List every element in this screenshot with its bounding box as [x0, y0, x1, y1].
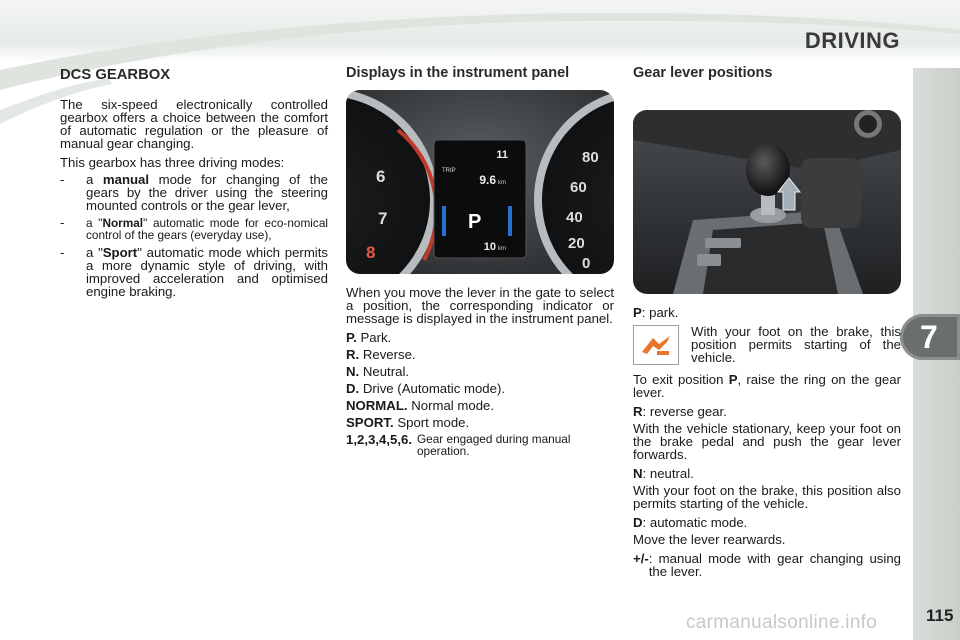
- display-def-sport: SPORT. Sport mode.: [346, 415, 470, 430]
- speed-label-80: 80: [582, 149, 599, 166]
- trip-distance-unit: km: [498, 180, 506, 186]
- gear-lever-image: [633, 110, 901, 294]
- instrument-cluster-image: [346, 90, 614, 274]
- lever-p-line: P: park.: [633, 305, 679, 320]
- mode-item-normal: - a "Normal" automatic mode for eco-nomical control of the gears (everyday use),: [60, 215, 328, 242]
- lever-d-line: D: automatic mode.: [633, 515, 748, 530]
- range-readout: 10: [483, 241, 496, 253]
- dcs-gearbox-title: DCS GEARBOX: [60, 67, 171, 83]
- display-def-gears: 1,2,3,4,5,6. Gear engaged during manual operation.: [346, 432, 571, 458]
- lever-manual-line: +/- : manual mode with gear changing using the lever.: [633, 551, 901, 579]
- tach-label-6: 6: [376, 167, 386, 186]
- lever-p-note: With your foot on the brake, this position permits starting of the vehicle.: [633, 325, 901, 365]
- mode-item-sport: - a "Sport" automatic mode which permits a more dynamic style of driving, with improved acceleration and optimised engine braking.: [60, 245, 328, 299]
- trip-distance: 9.6: [479, 173, 496, 187]
- lever-d-note: Move the lever rearwards.: [633, 532, 786, 547]
- range-unit: km: [498, 246, 506, 252]
- display-def-n: N. Neutral.: [346, 364, 410, 379]
- tach-label-7: 7: [378, 209, 388, 228]
- display-def-p: P. Park.: [346, 330, 392, 345]
- mode-item-manual: - a manual mode for changing of the gears by the driver using the steering mounted controls or the gear lever,: [60, 172, 329, 213]
- page-number: 115: [926, 606, 954, 625]
- tach-label-8: 8: [366, 243, 376, 262]
- lever-r-note: With the vehicle stationary, keep your foot on the brake pedal and push the gear lever forwards.: [633, 421, 901, 462]
- foot-on-brake-icon: [633, 325, 679, 365]
- lever-n-note: With your foot on the brake, this position also permits starting of the vehicle.: [633, 483, 901, 511]
- chapter-number: 7: [920, 319, 938, 355]
- instrument-panel-title: Displays in the instrument panel: [346, 65, 570, 81]
- instrument-panel-column: [346, 66, 614, 461]
- dcs-gearbox-column: [60, 66, 328, 303]
- gear-indicator: P: [468, 211, 482, 233]
- mode-normal-label: Normal: [102, 216, 144, 230]
- modes-intro: This gearbox has three driving modes:: [60, 155, 285, 170]
- gear-lever-column: [633, 66, 901, 578]
- speed-label-40: 40: [566, 209, 583, 226]
- display-def-r: R. Reverse.: [346, 347, 416, 362]
- speed-label-60: 60: [570, 179, 587, 196]
- trip-label: TRIP: [442, 168, 456, 174]
- speed-label-20: 20: [568, 235, 585, 252]
- watermark: carmanualsonline.info: [686, 612, 878, 633]
- display-def-d: D. Drive (Automatic mode).: [346, 381, 506, 396]
- lever-r-line: R: reverse gear.: [633, 404, 727, 419]
- display-def-normal: NORMAL. Normal mode.: [346, 398, 495, 413]
- mode-sport-label: Sport: [102, 245, 138, 260]
- display-intro: When you move the lever in the gate to select a position, the corresponding indicator or message is displayed in the instrument panel.: [346, 285, 614, 326]
- chapter-tab[interactable]: [900, 314, 960, 360]
- speed-label-0: 0: [582, 255, 591, 272]
- mode-manual-label: manual: [102, 172, 150, 187]
- lever-n-line: N: neutral.: [633, 466, 694, 481]
- dcs-intro: The six-speed electronically controlled gearbox offers a choice between the comfort of automatic regulation or the pleasure of manual gear changing.: [60, 97, 328, 151]
- temp-readout: 11: [496, 149, 508, 161]
- chapter-title: DRIVING: [804, 28, 900, 53]
- gear-lever-title: Gear lever positions: [633, 65, 773, 81]
- lever-exit-p: To exit position P, raise the ring on the gear lever.: [633, 372, 901, 400]
